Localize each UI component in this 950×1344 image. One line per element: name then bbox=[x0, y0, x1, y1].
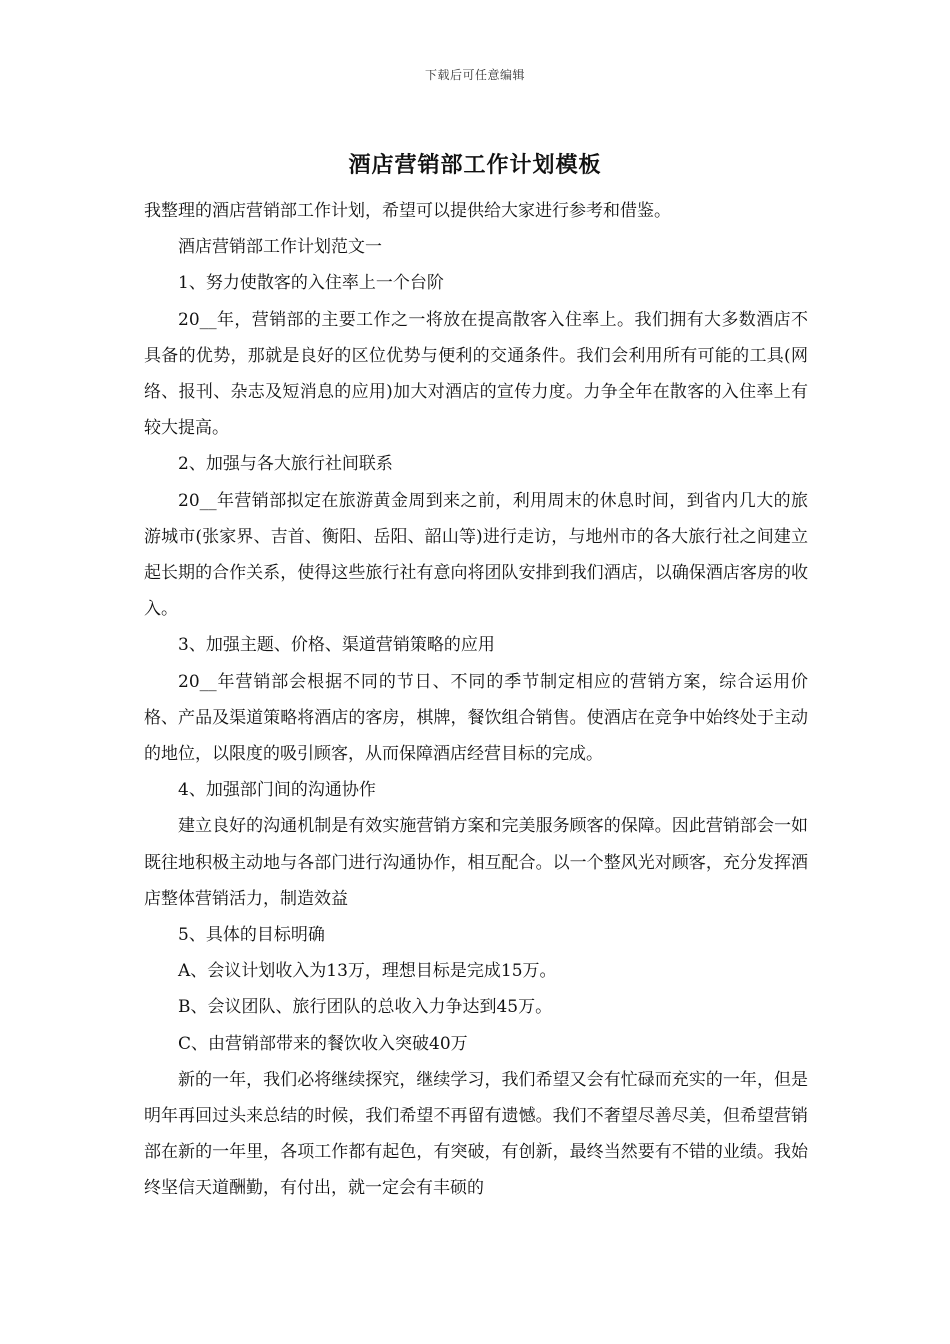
closing-paragraph: 新的一年，我们必将继续探究，继续学习，我们希望又会有忙碌而充实的一年，但是明年再回过头来总结的时候，我们希望不再留有遗憾。我们不奢望尽善尽美，但希望营销部在新的一年里，各项工作都有起色，有突破，有创新，最终当然要有不错的业绩。我始终坚信天道酬勤，有付出，就一定会有丰硕的 bbox=[144, 1069, 808, 1199]
header-note: 下载后可任意编辑 bbox=[424, 68, 525, 82]
item-body-2: 20__年营销部拟定在旅游黄金周到来之前，利用周末的休息时间，到省内几大的旅游城市(张家界、吉首、衡阳、岳阳、韶山等)进行走访，与地州市的各大旅行社之间建立起长期的合作关系，使得这些旅行社有意向将团队安排到我们酒店，以确保酒店客房的收入。 bbox=[144, 490, 808, 620]
item-body-3: 20__年营销部会根据不同的节日、不同的季节制定相应的营销方案，综合运用价格、产品及渠道策略将酒店的客房，棋牌，餐饮组合销售。使酒店在竞争中始终处于主动的地位，以限度的吸引顾客，从而保障酒店经营目标的完成。 bbox=[144, 671, 808, 765]
section-heading: 酒店营销部工作计划范文一 bbox=[178, 237, 382, 258]
item-heading-4: 4、加强部门间的沟通协作 bbox=[178, 780, 376, 801]
intro-paragraph: 我整理的酒店营销部工作计划，希望可以提供给大家进行参考和借鉴。 bbox=[144, 201, 671, 221]
document-title: 酒店营销部工作计划模板 bbox=[348, 152, 602, 178]
document-body bbox=[144, 193, 808, 1207]
item-heading-1: 1、努力使散客的入住率上一个台阶 bbox=[178, 273, 444, 294]
target-a: A、会议计划收入为13万，理想目标是完成15万。 bbox=[178, 961, 557, 982]
item-body-1: 20__年，营销部的主要工作之一将放在提高散客入住率上。我们拥有大多数酒店不具备的优势，那就是良好的区位优势与便利的交通条件。我们会利用所有可能的工具(网络、报刊、杂志及短消息的应用)加大对酒店的宣传力度。力争全年在散客的入住率上有较大提高。 bbox=[144, 309, 808, 439]
item-heading-2: 2、加强与各大旅行社间联系 bbox=[178, 454, 393, 475]
target-c: C、由营销部带来的餐饮收入突破40万 bbox=[178, 1033, 468, 1054]
item-heading-3: 3、加强主题、价格、渠道营销策略的应用 bbox=[178, 635, 495, 656]
item-body-4: 建立良好的沟通机制是有效实施营销方案和完美服务顾客的保障。因此营销部会一如既往地积极主动地与各部门进行沟通协作，相互配合。以一个整风光对顾客，充分发挥酒店整体营销活力，制造效益 bbox=[144, 816, 808, 909]
item-heading-5: 5、具体的目标明确 bbox=[178, 925, 325, 946]
target-b: B、会议团队、旅行团队的总收入力争达到45万。 bbox=[178, 997, 553, 1018]
